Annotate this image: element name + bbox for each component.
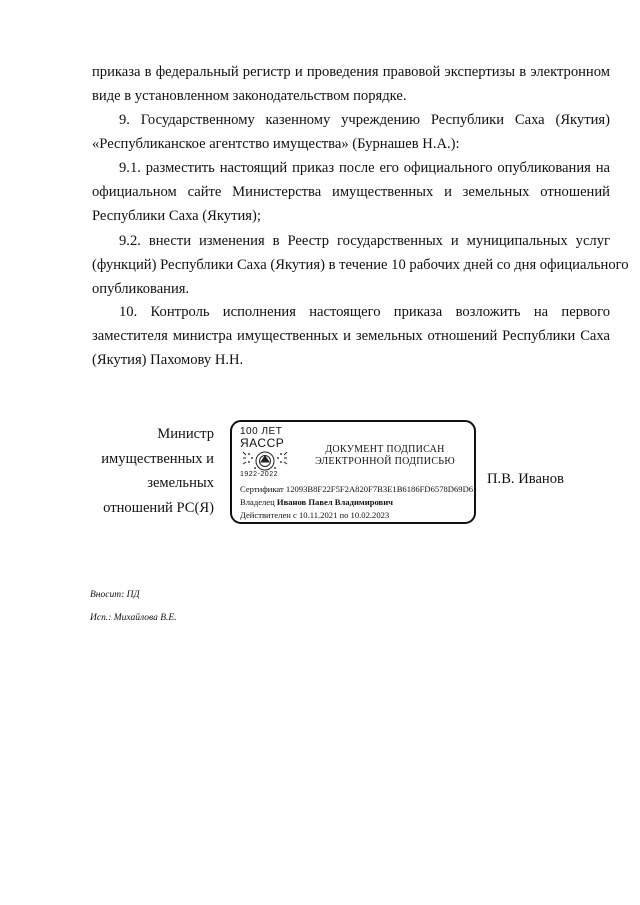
validity-label: Действителен [240, 510, 291, 520]
minister-title-line: земельных [147, 475, 214, 491]
logo-text: 1922-2022 [240, 471, 278, 478]
minister-title-line: имущественных и [101, 450, 214, 467]
paragraph-9-2 [92, 229, 629, 301]
text-line: опубликования. [92, 281, 190, 297]
minister-title-line: Министр [157, 426, 214, 442]
text-line: заместителя министра имущественных и земельных отношений Республики Саха [92, 328, 610, 344]
footnote-introduced: Вносит: ПД [90, 590, 140, 600]
validity-row [240, 510, 389, 520]
logo-text: 100 ЛЕТ [240, 426, 283, 437]
text-line: официальном сайте Министерства имущественных и земельных отношений [92, 184, 610, 200]
text-line: 9.1. разместить настоящий приказ после его официального опубликования на [119, 160, 610, 176]
certificate-row [240, 484, 473, 494]
text-line: 9. Государственному казенному учреждению Республики Саха (Якутия) [119, 112, 610, 128]
text-line: приказа в федеральный регистр и проведения правовой экспертизы в электронном [92, 64, 610, 80]
signer-name: П.В. Иванов [487, 471, 564, 487]
anniversary-logo [237, 426, 293, 480]
paragraph-10 [92, 300, 610, 372]
paragraph-1 [92, 60, 610, 108]
text-line: «Республиканское агентство имущества» (Бурнашев Н.А.): [92, 136, 460, 152]
validity-value: с 10.11.2021 по 10.02.2023 [293, 510, 390, 520]
minister-title-line: отношений РС(Я) [103, 499, 214, 516]
footnote-executor: Исп.: Михайлова В.Е. [90, 613, 177, 623]
certificate-label: Сертификат [240, 484, 284, 494]
owner-value: Иванов Павел Владимирович [276, 497, 393, 507]
paragraph-9-1 [92, 156, 610, 228]
owner-label: Владелец [240, 497, 275, 507]
owner-row [240, 497, 393, 507]
paragraph-9 [92, 108, 610, 156]
text-line: виде в установленном законодательством порядке. [92, 88, 407, 104]
logo-text: ЯАССР [240, 436, 285, 450]
certificate-value: 12093B8F22F5F2A820F7B3E1B6186FD6578D69D6 [285, 484, 474, 494]
text-line: 9.2. внести изменения в Реестр государственных и муниципальных услуг [119, 233, 610, 249]
text-line: (Якутия) Пахомову Н.Н. [92, 352, 244, 368]
emblem-icon [239, 448, 291, 472]
text-line: (функций) Республики Саха (Якутия) в течение 10 рабочих дней со дня официального [92, 257, 629, 273]
text-line: Республики Саха (Якутия); [92, 208, 261, 224]
minister-title [88, 422, 214, 520]
stamp-title: ЭЛЕКТРОННОЙ ПОДПИСЬЮ [315, 456, 455, 467]
stamp-title: ДОКУМЕНТ ПОДПИСАН [325, 444, 445, 455]
text-line: 10. Контроль исполнения настоящего приказа возложить на первого [119, 304, 610, 320]
electronic-signature-stamp [230, 420, 476, 524]
